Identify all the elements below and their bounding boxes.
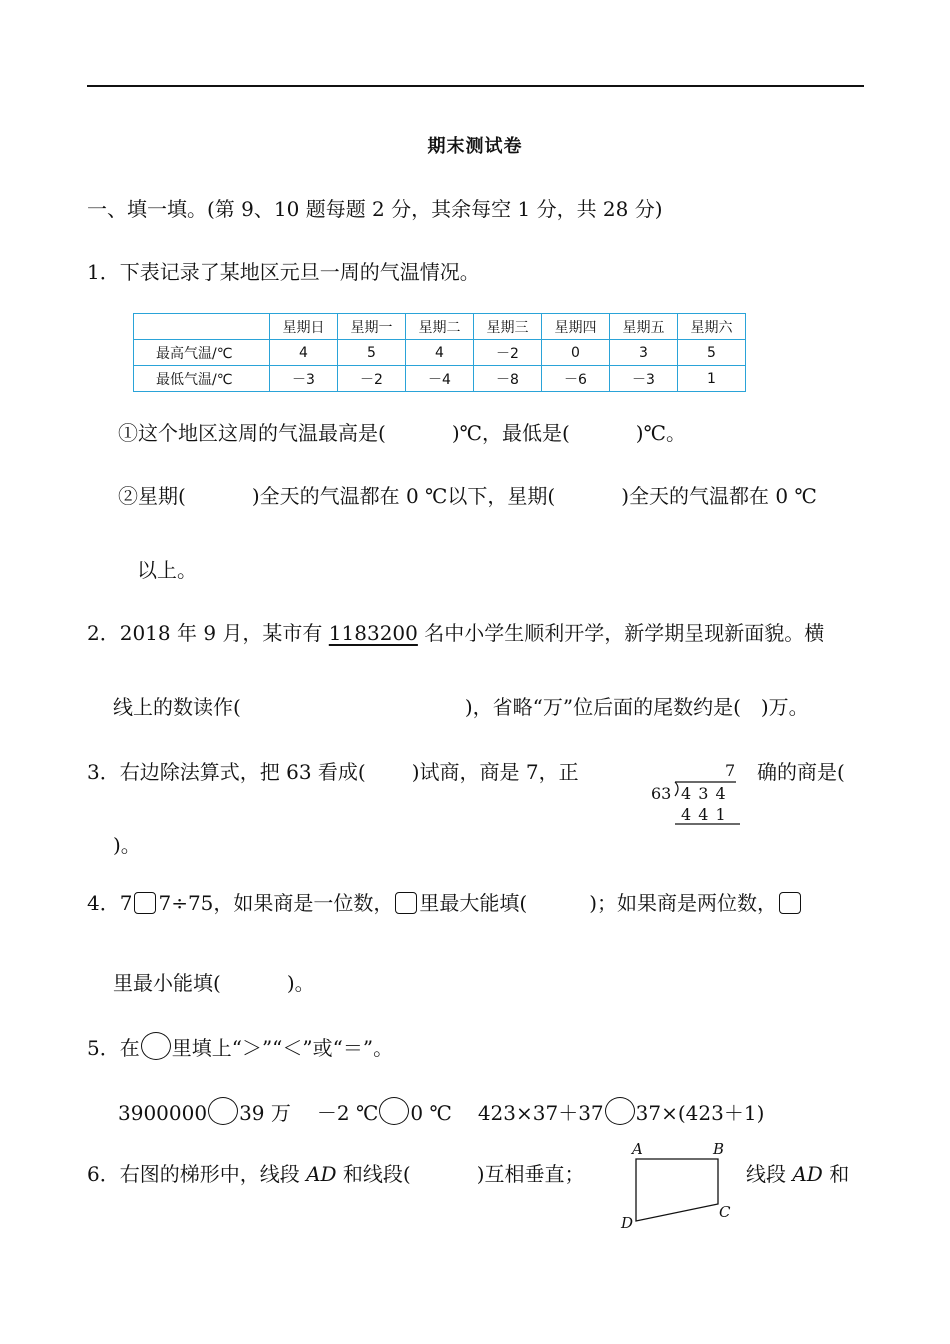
q2-line2-text-c: )万。: [760, 695, 809, 719]
q2-underlined-number: 1183200: [328, 621, 418, 645]
q6-right-text: [746, 1162, 849, 1186]
square-box[interactable]: [395, 892, 417, 914]
table-header-cell: 星期三: [474, 314, 542, 340]
q1-sub2-text-c: )全天的气温都在 0 ℃: [621, 484, 817, 508]
q2-line1: [87, 621, 824, 645]
q1-stem: [87, 260, 480, 284]
q6-line1: [87, 1162, 585, 1186]
vertex-label-b: B: [713, 1140, 725, 1158]
table-cell: 4: [406, 340, 474, 366]
q6-text-b: 和线段(: [336, 1162, 411, 1186]
q4-number: 4．: [87, 891, 120, 915]
q1-sub2-text-a: ②星期(: [118, 484, 186, 508]
q1-number: 1．: [87, 260, 120, 284]
q4-line2-text-a: 里最小能填(: [113, 971, 221, 995]
division-dividend: 4 3 4: [681, 784, 727, 803]
q1-text: 下表记录了某地区元旦一周的气温情况。: [119, 260, 480, 284]
q1-sub1-text-b: )℃，最低是(: [451, 421, 570, 445]
table-header-cell: 星期日: [270, 314, 338, 340]
table-cell: －2: [474, 340, 542, 366]
q1-sub1-text-a: ①这个地区这周的气温最高是(: [118, 421, 386, 445]
q5-item-right: 0 ℃: [410, 1101, 452, 1125]
q2-number: 2．: [87, 621, 120, 645]
q5-number: 5．: [87, 1036, 120, 1060]
table-cell: －4: [406, 366, 474, 392]
q5-item-left: －2 ℃: [316, 1101, 379, 1125]
q1-sub2-text-b: )全天的气温都在 0 ℃以下，星期(: [251, 484, 556, 508]
vertex-label-a: A: [632, 1140, 643, 1158]
compare-circle[interactable]: [141, 1032, 171, 1060]
table-row: [134, 366, 746, 392]
q2-line2: [113, 695, 809, 719]
q5-text-b: 里填上“＞”“＜”或“＝”。: [171, 1036, 394, 1060]
q1-sub2: [118, 484, 817, 508]
q4-text-d: )；如果商是两位数，: [589, 891, 778, 915]
q4-line2: [113, 971, 315, 995]
q1-sub2-continued: 以上。: [137, 558, 197, 582]
q2-text-a: 2018 年 9 月，某市有: [119, 621, 329, 645]
q6-text-e: 和: [822, 1162, 850, 1186]
table-corner-cell: [134, 314, 270, 340]
q3-text-c: 确的商是(: [757, 760, 845, 784]
temperature-table: [133, 313, 746, 392]
q2-line2-text-a: 线上的数读作(: [113, 695, 241, 719]
q5-item-right: 37×(423＋1): [635, 1101, 765, 1125]
q5-item-left: 423×37＋37: [477, 1101, 604, 1125]
table-header-cell: 星期二: [406, 314, 474, 340]
table-cell: 1: [678, 366, 746, 392]
q6-text-c: )互相垂直；: [476, 1162, 585, 1186]
q6-segment-ad: AD: [306, 1162, 337, 1186]
q3-number: 3．: [87, 760, 120, 784]
vertex-label-c: C: [719, 1203, 731, 1221]
table-header-cell: 星期一: [338, 314, 406, 340]
q4-text-b: 7÷75，如果商是一位数，: [158, 891, 394, 915]
q4-line2-text-b: )。: [286, 971, 315, 995]
header-rule: [87, 85, 864, 87]
square-box[interactable]: [779, 892, 801, 914]
q5-items: [118, 1097, 764, 1125]
q5-text-a: 在: [119, 1036, 140, 1060]
division-product: 4 4 1: [681, 805, 727, 824]
q4-text-c: 里最大能填(: [419, 891, 528, 915]
q1-sub1-text-c: )℃。: [635, 421, 686, 445]
q4-text-a: 7: [119, 891, 133, 915]
q1-sub1: [118, 421, 686, 445]
table-cell: 5: [678, 340, 746, 366]
q5-stem: [87, 1032, 393, 1060]
table-cell: 3: [610, 340, 678, 366]
q5-item-right: 39 万: [239, 1101, 291, 1125]
q6-text-a: 右图的梯形中，线段: [119, 1162, 307, 1186]
q6-number: 6．: [87, 1162, 120, 1186]
division-divisor: 63: [651, 784, 672, 803]
table-cell: 0: [542, 340, 610, 366]
q6-text-d: 线段: [746, 1162, 793, 1186]
q3-line1: [87, 760, 579, 784]
row-label: 最低气温/℃: [134, 366, 270, 392]
table-header-cell: 星期五: [610, 314, 678, 340]
q6-segment-ad-2: AD: [792, 1162, 823, 1186]
table-cell: －6: [542, 366, 610, 392]
table-cell: －3: [270, 366, 338, 392]
table-cell: 4: [270, 340, 338, 366]
table-header-cell: 星期四: [542, 314, 610, 340]
table-header-cell: 星期六: [678, 314, 746, 340]
q5-item-left: 3900000: [118, 1101, 208, 1125]
table-cell: 5: [338, 340, 406, 366]
table-header-row: [134, 314, 746, 340]
q3-text-b: )试商，商是 7，正: [411, 760, 579, 784]
compare-circle[interactable]: [605, 1097, 635, 1125]
q3-line2: )。: [113, 833, 141, 857]
vertex-label-d: D: [621, 1214, 634, 1232]
compare-circle[interactable]: [208, 1097, 238, 1125]
table-cell: －8: [474, 366, 542, 392]
division-quotient: 7: [725, 761, 736, 780]
q4-line1: [87, 891, 803, 915]
compare-circle[interactable]: [379, 1097, 409, 1125]
square-box[interactable]: [134, 892, 156, 914]
q3-text-a: 右边除法算式，把 63 看成(: [119, 760, 366, 784]
trapezoid-shape: [636, 1159, 718, 1221]
section-heading: 一、填一填。(第 9、10 题每题 2 分，其余每空 1 分，共 28 分): [87, 197, 663, 221]
q2-text-b: 名中小学生顺利开学，新学期呈现新面貌。横: [417, 621, 825, 645]
page-title: 期末测试卷: [427, 136, 523, 157]
row-label: 最高气温/℃: [134, 340, 270, 366]
table-cell: －2: [338, 366, 406, 392]
table-row: [134, 340, 746, 366]
table-cell: －3: [610, 366, 678, 392]
q2-line2-text-b: )，省略“万”位后面的尾数约是(: [464, 695, 741, 719]
